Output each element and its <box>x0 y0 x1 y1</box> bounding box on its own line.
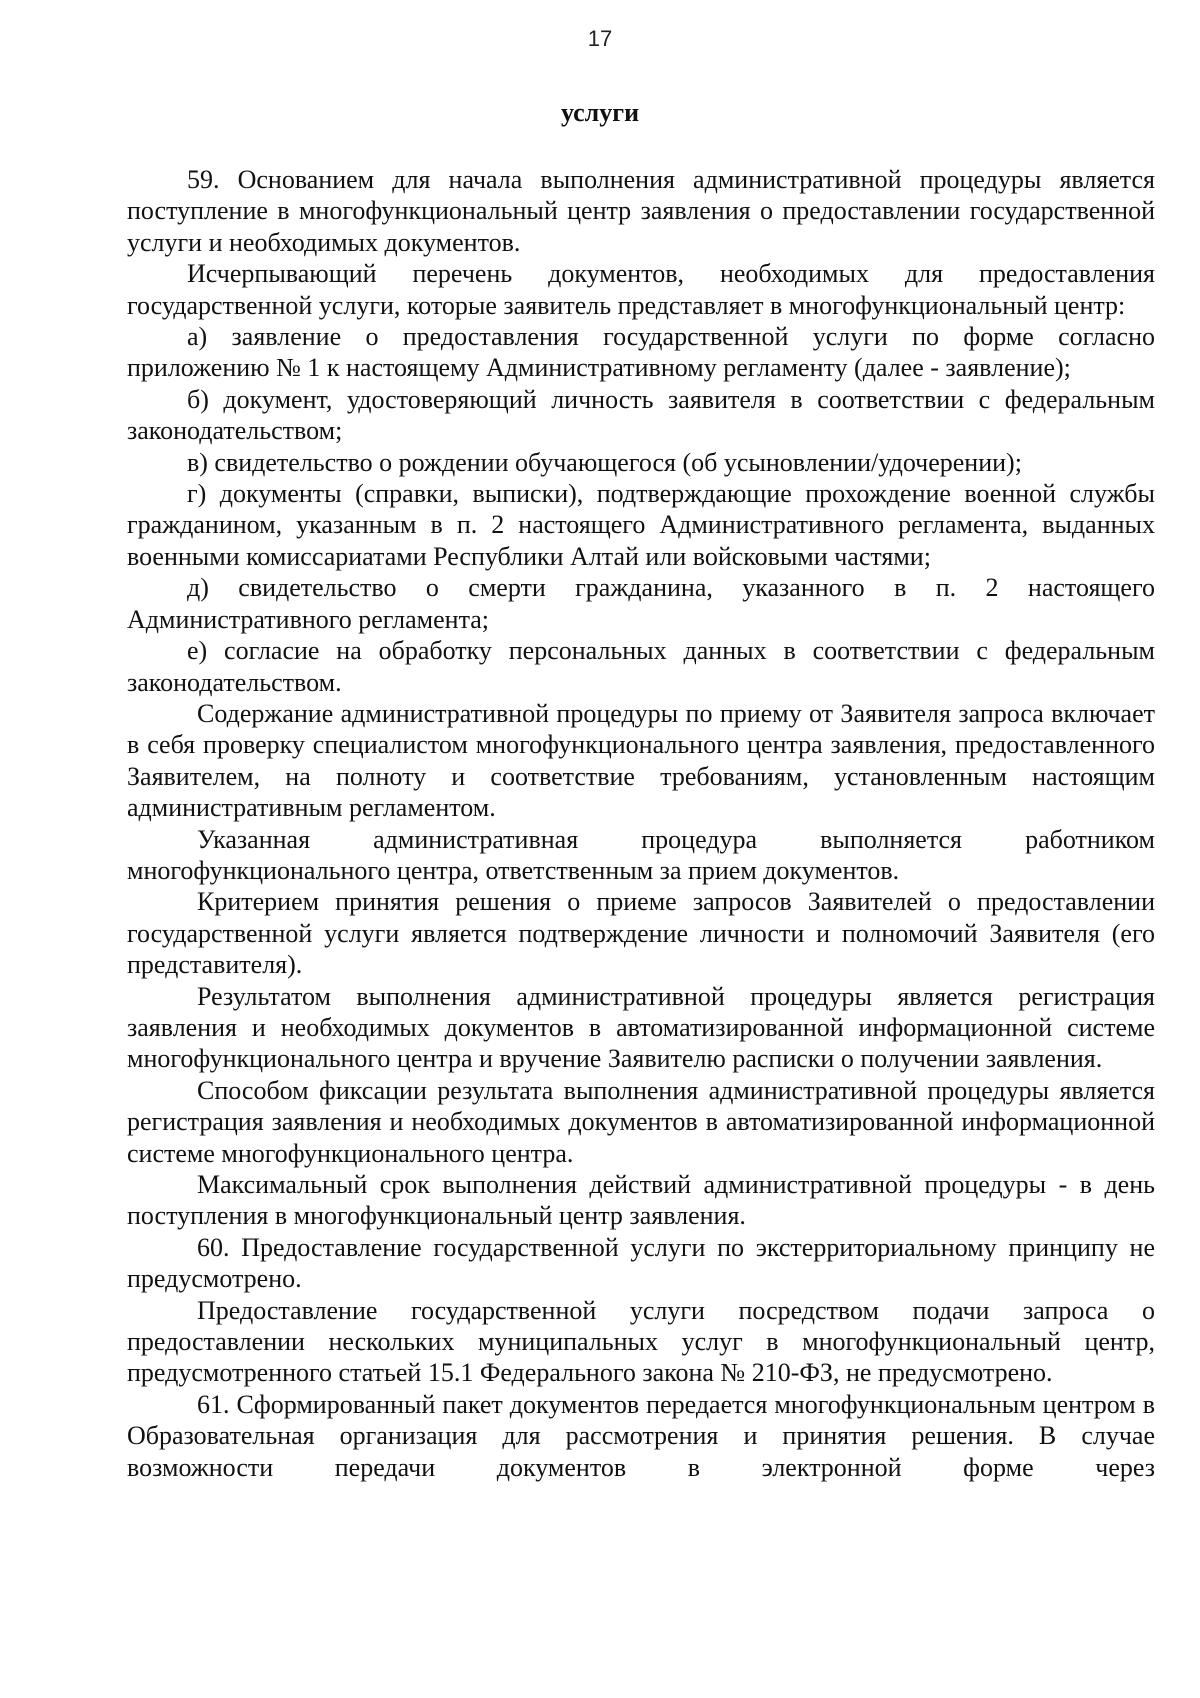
list-item-e: е) согласие на обработку персональных данных в соответствии с федеральным законодательством. <box>127 636 1155 697</box>
list-item-v: в) свидетельство о рождении обучающегося (об усыновлении/удочерении); <box>187 447 1022 477</box>
paragraph-60: 60. Предоставление государственной услуги по экстерриториальному принципу не предусмотрено. <box>127 1232 1155 1294</box>
paragraph-multiple-services: Предоставление государственной услуги посредством подачи запроса о предоставлении нескольких муниципальных услуг в многофункциональный центр, предусмотренного статьей 15.1 Федерального закона № 210-ФЗ, не предусмотрено. <box>127 1295 1155 1388</box>
section-heading: услуги <box>560 98 640 127</box>
paragraph-61: 61. Сформированный пакет документов передается многофункциональным центром в Образовательная организация для рассмотрения и принятия решения. В случае возможности передачи документов в электронной форме через <box>127 1389 1155 1482</box>
list-item-g: г) документы (справки, выписки), подтверждающие прохождение военной службы гражданином, указанным в п. 2 настоящего Административного регламента, выданных военными комиссариатами Республики Алтай или войсковыми частями; <box>127 479 1155 571</box>
list-item-d: д) свидетельство о смерти гражданина, указанного в п. 2 настоящего Административного регламента; <box>127 573 1155 634</box>
paragraph-result-fixation: Способом фиксации результата выполнения административной процедуры является регистрация заявления и необходимых документов в автоматизированной информационной системе многофункционального центра. <box>127 1075 1155 1168</box>
list-item-a: а) заявление о предоставления государственной услуги по форме согласно приложению № 1 к настоящему Административному регламенту (далее - заявление); <box>127 322 1155 383</box>
paragraph-procedure-result: Результатом выполнения административной процедуры является регистрация заявления и необходимых документов в автоматизированной информационной системе многофункционального центра и вручение Заявителю расписки о получении заявления. <box>127 981 1155 1074</box>
document-body <box>127 164 1155 1483</box>
list-item-b: б) документ, удостоверяющий личность заявителя в соответствии с федеральным законодательством; <box>127 384 1155 446</box>
paragraph-max-term: Максимальный срок выполнения действий административной процедуры - в день поступления в многофункциональный центр заявления. <box>127 1170 1155 1231</box>
paragraph-documents-list-intro: Исчерпывающий перечень документов, необходимых для предоставления государственной услуги, которые заявитель представляет в многофункциональный центр: <box>127 259 1155 320</box>
paragraph-procedure-content: Содержание административной процедуры по приему от Заявителя запроса включает в себя проверку специалистом многофункционального центра заявления, предоставленного Заявителем, на полноту и соответствие требованиям, установленным настоящим административным регламентом. <box>127 698 1155 823</box>
paragraph-procedure-executor: Указанная административная процедура выполняется работником многофункционального центра, ответственным за прием документов. <box>127 824 1155 885</box>
paragraph-59: 59. Основанием для начала выполнения административной процедуры является поступление в многофункциональный центр заявления о предоставлении государственной услуги и необходимых документов. <box>127 165 1155 257</box>
page-number: 17 <box>587 26 613 51</box>
paragraph-decision-criterion: Критерием принятия решения о приеме запросов Заявителей о предоставлении государственной услуги является подтверждение личности и полномочий Заявителя (его представителя). <box>127 887 1155 980</box>
